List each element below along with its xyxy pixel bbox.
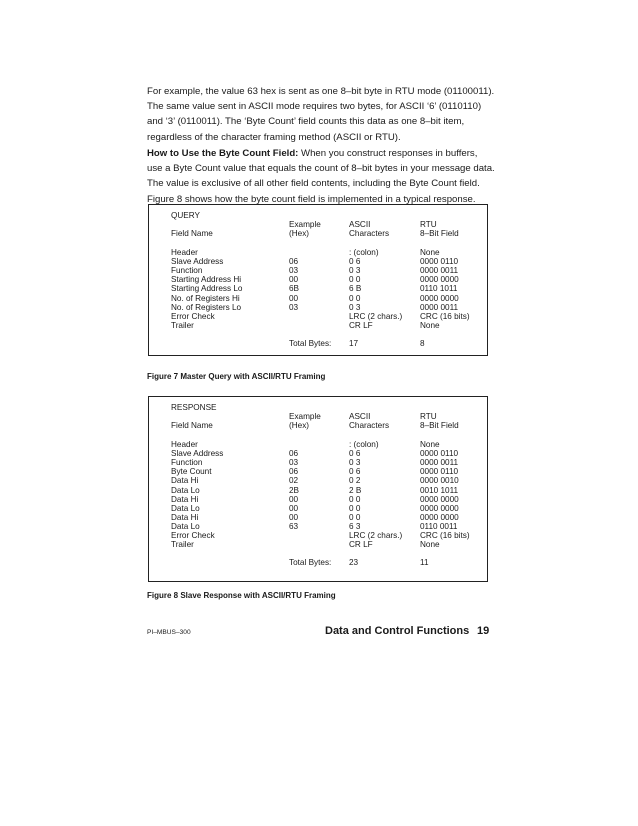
response-row-rtu: 0000 0000 (420, 512, 459, 522)
total-bytes-rtu: 11 (420, 558, 429, 568)
query-row-name: Slave Address (171, 257, 224, 267)
response-row-ascii: CR LF (349, 540, 373, 550)
column-header-ascii: ASCII (349, 412, 371, 421)
response-row-rtu: None (420, 540, 440, 550)
query-row-hex: 03 (289, 266, 299, 276)
total-bytes-ascii: 23 (349, 558, 359, 568)
query-row-hex: 00 (289, 293, 299, 303)
howto-heading: How to Use the Byte Count Field: (147, 148, 299, 159)
column-header-rtu: RTU (420, 412, 437, 421)
response-row-name: Error Check (171, 531, 215, 540)
query-row-rtu: None (420, 320, 440, 330)
response-row-rtu: 0000 0110 (420, 449, 459, 459)
column-header-example: Example (289, 220, 321, 229)
response-row-rtu: None (420, 440, 440, 449)
query-row-rtu: 0000 0011 (420, 266, 459, 276)
response-row-rtu: 0000 0000 (420, 494, 459, 504)
figure-7-caption: Figure 7 Master Query with ASCII/RTU Framing (147, 372, 326, 381)
response-row-name: Trailer (171, 540, 194, 550)
response-row-rtu: 0000 0110 (420, 467, 459, 477)
response-title: RESPONSE (171, 403, 217, 412)
response-row-name: Data Lo (171, 521, 200, 531)
intro-line: and ‘3’ (0110011). The ‘Byte Count’ field counts this data as one 8–bit item, (147, 116, 465, 128)
query-row-ascii: 0 0 (349, 293, 361, 303)
query-row-hex: 03 (289, 302, 299, 312)
response-row-ascii: 0 2 (349, 476, 361, 486)
response-row-hex: 00 (289, 494, 299, 504)
query-row-name: Starting Address Hi (171, 275, 242, 285)
intro-paragraph (147, 84, 507, 145)
response-row-rtu: 0010 1011 (420, 485, 459, 495)
howto-first-line (147, 146, 507, 161)
response-row-name: Data Lo (171, 503, 200, 513)
response-row-ascii: : (colon) (349, 440, 379, 449)
howto-line: Figure 8 shows how the byte count field is implemented in a typical response. (147, 193, 476, 205)
column-header-hex: (Hex) (289, 229, 310, 238)
response-row-ascii: 0 6 (349, 467, 361, 477)
figure-8-caption: Figure 8 Slave Response with ASCII/RTU Framing (147, 591, 336, 600)
howto-line: The value is exclusive of all other field contents, including the Byte Count field. (147, 178, 480, 190)
query-row-name: Starting Address Lo (171, 284, 243, 294)
response-row-name: Function (171, 458, 203, 468)
response-row-ascii: 0 0 (349, 494, 361, 504)
column-header-hex: (Hex) (289, 421, 310, 430)
query-row-hex: 06 (289, 257, 299, 267)
intro-line: For example, the value 63 hex is sent as one 8–bit byte in RTU mode (01100011). (147, 86, 495, 97)
query-figure-box (148, 204, 488, 356)
response-row-hex: 03 (289, 458, 299, 468)
response-row-hex: 63 (289, 521, 299, 531)
response-row-ascii: 0 0 (349, 512, 361, 522)
total-bytes-label: Total Bytes: (289, 338, 332, 348)
column-header-example: Example (289, 412, 321, 421)
query-row-ascii: 0 3 (349, 302, 361, 312)
response-row-name: Slave Address (171, 449, 224, 459)
response-row-name: Data Hi (171, 494, 199, 504)
response-row-rtu: 0000 0010 (420, 476, 459, 486)
response-row-rtu: 0000 0011 (420, 458, 459, 468)
intro-line: regardless of the character framing method (ASCII or RTU). (147, 131, 401, 143)
query-row-ascii: 0 6 (349, 257, 361, 267)
query-row-rtu: 0000 0000 (420, 275, 459, 285)
section-title: Data and Control Functions (325, 625, 470, 637)
response-row-ascii: 6 3 (349, 521, 361, 531)
total-bytes-label: Total Bytes: (289, 558, 332, 568)
response-row-hex: 06 (289, 449, 299, 459)
query-row-rtu: 0000 0110 (420, 257, 459, 267)
response-row-hex: 2B (289, 485, 300, 495)
query-row-rtu: 0110 1011 (420, 284, 458, 294)
byte-count-paragraph (147, 146, 507, 207)
query-row-rtu: None (420, 248, 440, 257)
total-bytes-ascii: 17 (349, 338, 359, 348)
response-row-name: Data Hi (171, 512, 199, 522)
column-header-field-name: Field Name (171, 229, 213, 238)
response-row-ascii: 2 B (349, 485, 362, 495)
response-row-name: Header (171, 440, 198, 449)
column-header-rtu: RTU (420, 220, 437, 229)
response-row-name: Data Lo (171, 485, 200, 495)
query-row-rtu: 0000 0000 (420, 293, 459, 303)
column-header-ascii: ASCII (349, 220, 371, 229)
query-row-hex: 00 (289, 275, 299, 285)
query-row-rtu: 0000 0011 (420, 302, 459, 312)
howto-first-rest: When you construct responses in buffers, (298, 148, 478, 159)
query-row-name: Trailer (171, 320, 194, 330)
document-id: PI–MBUS–300 (147, 629, 191, 636)
response-row-ascii: 0 6 (349, 449, 361, 459)
response-row-name: Data Hi (171, 476, 199, 486)
response-row-ascii: 0 0 (349, 503, 361, 513)
query-row-ascii: : (colon) (349, 248, 379, 257)
column-header-field-name: Field Name (171, 421, 213, 430)
query-title: QUERY (171, 211, 200, 220)
response-row-hex: 06 (289, 467, 299, 477)
query-row-ascii: CR LF (349, 320, 373, 330)
response-row-name: Byte Count (171, 467, 212, 477)
query-row-hex: 6B (289, 284, 300, 294)
query-row-ascii: 6 B (349, 284, 362, 294)
query-row-ascii: 0 0 (349, 275, 361, 285)
response-figure-box (148, 396, 488, 582)
column-header-characters: Characters (349, 229, 390, 238)
total-bytes-rtu: 8 (420, 338, 425, 348)
response-row-hex: 02 (289, 476, 299, 486)
query-row-ascii: 0 3 (349, 266, 361, 276)
query-row-name: No. of Registers Lo (171, 302, 242, 312)
column-header-characters: Characters (349, 421, 390, 430)
intro-line: The same value sent in ASCII mode requires two bytes, for ASCII ‘6’ (0110110) (147, 101, 482, 113)
response-row-ascii: 0 3 (349, 458, 361, 468)
response-row-hex: 00 (289, 503, 299, 513)
column-header-8bit-field: 8–Bit Field (420, 229, 459, 238)
howto-line: use a Byte Count value that equals the count of 8–bit bytes in your message data. (147, 163, 495, 175)
query-row-name: Error Check (171, 311, 215, 321)
query-row-name: Header (171, 248, 198, 257)
response-row-ascii: LRC (2 chars.) (349, 531, 403, 540)
response-row-rtu: 0000 0000 (420, 503, 459, 513)
response-row-rtu: 0110 0011 (420, 521, 458, 531)
query-row-name: Function (171, 266, 203, 276)
query-row-name: No. of Registers Hi (171, 293, 240, 303)
query-row-ascii: LRC (2 chars.) (349, 311, 403, 321)
column-header-8bit-field: 8–Bit Field (420, 421, 459, 430)
query-row-rtu: CRC (16 bits) (420, 311, 470, 321)
response-row-rtu: CRC (16 bits) (420, 531, 470, 540)
response-row-hex: 00 (289, 512, 299, 522)
page-number: 19 (477, 625, 490, 637)
